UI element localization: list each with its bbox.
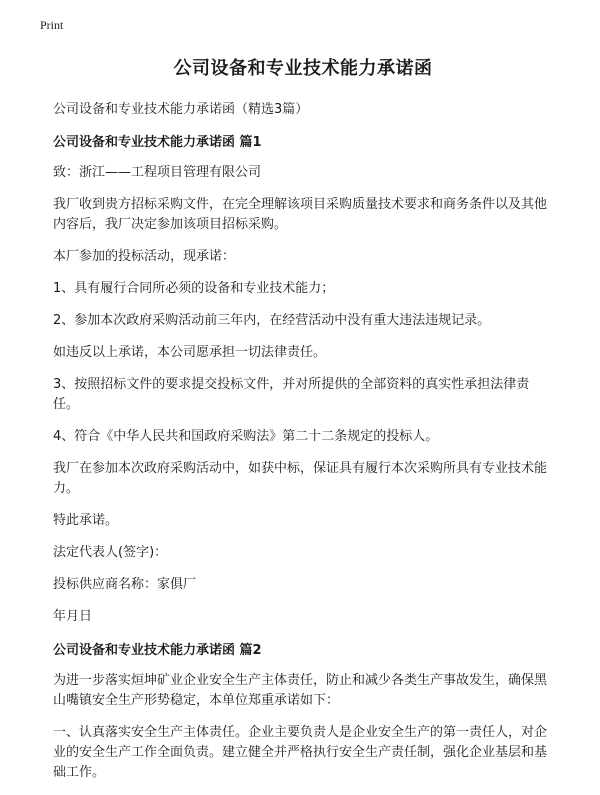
commitment-item-2: 2、参加本次政府采购活动前三年内，在经营活动中没有重大违法违规记录。 [53,313,491,328]
document-subtitle: 公司设备和专业技术能力承诺函（精选3篇） [53,102,309,117]
paragraph: 如违反以上承诺，本公司愿承担一切法律责任。 [53,345,327,360]
commitment-item-1: 1、具有履行合同所必须的设备和专业技术能力； [53,281,335,296]
paragraph: 我厂收到贵方招标采购文件，在完全理解该项目采购质量技术要求和商务条件以及其他内容后，我厂决定参加该项目招标采购。 [53,197,548,232]
section-heading: 公司设备和专业技术能力承诺函 篇2 [53,643,262,658]
section-2 [53,639,553,783]
closing-line: 特此承诺。 [53,513,119,528]
paragraph: 一、认真落实安全生产主体责任。企业主要负责人是企业安全生产的第一责任人，对企业的安全生产工作全面负责。建立健全并严格执行安全生产责任制，强化企业基层和基础工作。 [53,725,548,780]
signature-line: 法定代表人(签字)： [53,545,168,560]
addressee-line: 致：浙江——工程项目管理有限公司 [53,165,262,180]
paragraph: 我厂在参加本次政府采购活动中，如获中标，保证具有履行本次采购所具有专业技术能力。 [53,461,548,496]
paragraph: 为进一步落实烜坤矿业企业安全生产主体责任，防止和减少各类生产事故发生，确保黑山嘴镇安全生产形势稳定，本单位郑重承诺如下： [53,673,548,708]
section-heading: 公司设备和专业技术能力承诺函 篇1 [53,135,262,150]
document-title: 公司设备和专业技术能力承诺函 [173,58,433,79]
date-line: 年月日 [53,609,93,624]
print-link[interactable]: Print [40,18,64,32]
paragraph: 本厂参加的投标活动，现承诺： [53,249,236,264]
section-1 [53,131,553,627]
document-body [53,40,553,795]
bidder-name-line: 投标供应商名称：家俱厂 [53,577,197,592]
commitment-item-3: 3、按照招标文件的要求提交投标文件，并对所提供的全部资料的真实性承担法律责任。 [53,377,530,412]
commitment-item-4: 4、符合《中华人民共和国政府采购法》第二十二条规定的投标人。 [53,429,439,444]
